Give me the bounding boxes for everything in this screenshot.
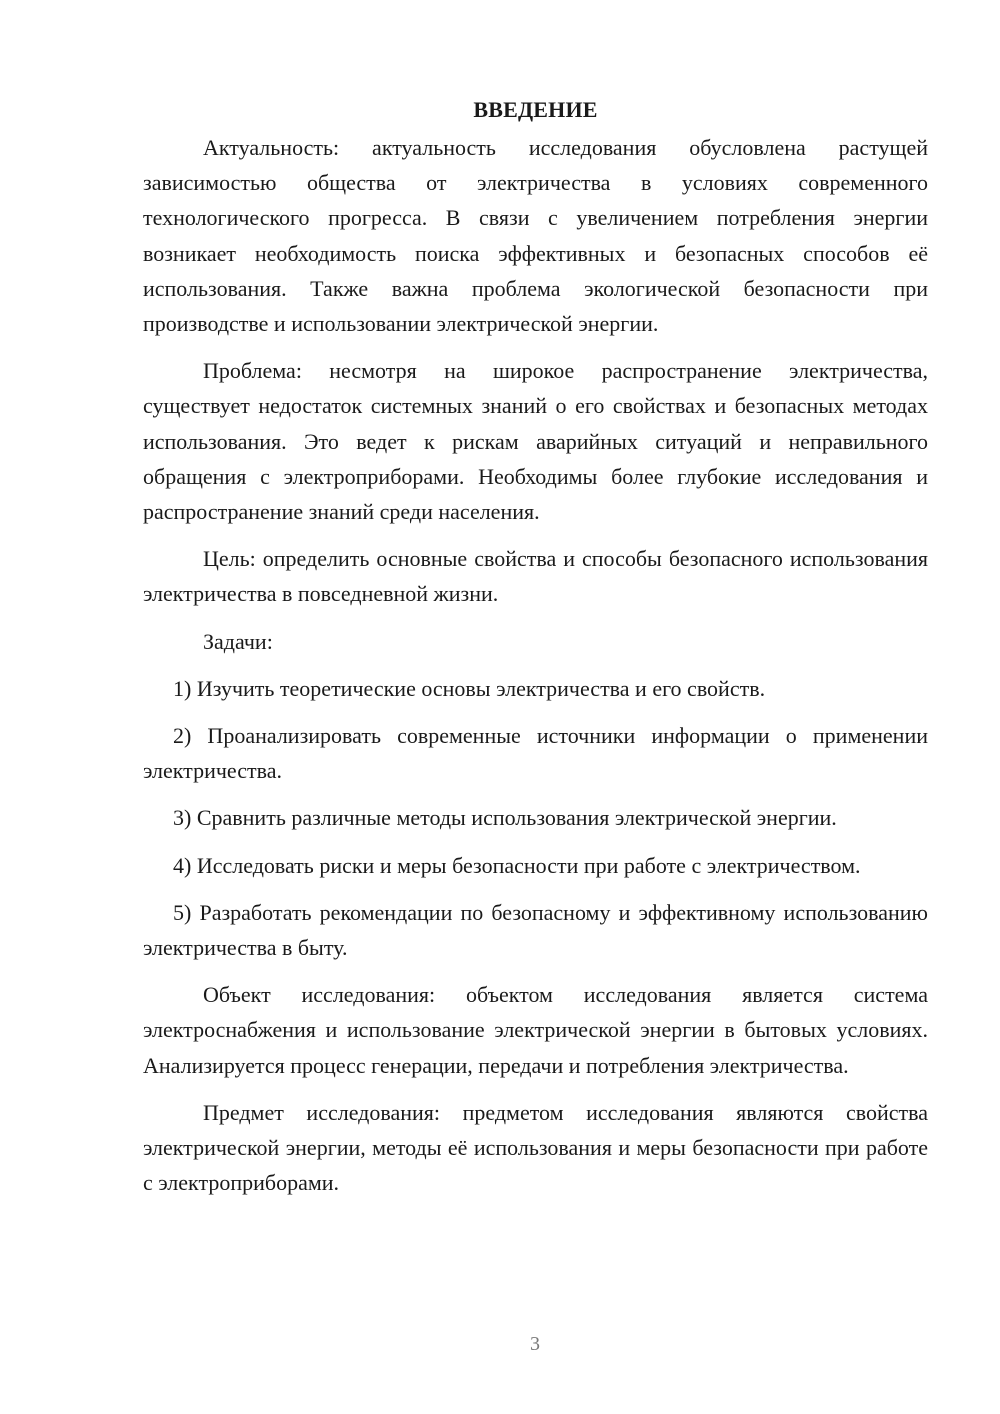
- task-item-4: 4) Исследовать риски и меры безопасности при работе с электричеством.: [173, 852, 861, 878]
- paragraph-problem: Проблема: несмотря на широкое распространение электричества, существует недостаток системных знаний о его свойствах и безопасных методах использования. Это ведет к рискам аварийных ситуаций и неправильного обращения с электроприборами. Необходимы более глубокие исследования и распространение знаний среди населения.: [143, 358, 928, 525]
- paragraph-relevance: Актуальность: актуальность исследования обусловлена растущей зависимостью общества от электричества в условиях современного технологического прогресса. В связи с увеличением потребления энергии возникает необходимость поиска эффективных и безопасных способов её использования. Также важна проблема экологической безопасности при производстве и использовании электрической энергии.: [143, 135, 928, 337]
- section-title: ВВЕДЕНИЕ: [473, 97, 598, 122]
- paragraph-object: Объект исследования: объектом исследования является система электроснабжения и использование электрической энергии в бытовых условиях. Анализируется процесс генерации, передачи и потребления электричества.: [143, 982, 928, 1078]
- paragraph-subject: Предмет исследования: предметом исследования являются свойства электрической энергии, методы её использования и меры безопасности при работе с электроприборами.: [143, 1099, 928, 1196]
- task-item-5: 5) Разработать рекомендации по безопасному и эффективному использованию электричества в быту.: [143, 899, 928, 961]
- task-item-1: 1) Изучить теоретические основы электричества и его свойств.: [173, 675, 766, 701]
- document-page: [143, 92, 928, 1212]
- paragraph-goal: Цель: определить основные свойства и способы безопасного использования электричества в повседневной жизни.: [143, 546, 928, 607]
- page-number: 3: [530, 1333, 540, 1355]
- task-item-3: 3) Сравнить различные методы использования электрической энергии.: [173, 805, 837, 831]
- tasks-heading: Задачи:: [203, 628, 273, 654]
- task-item-2: 2) Проанализировать современные источники информации о применении электричества.: [143, 723, 928, 784]
